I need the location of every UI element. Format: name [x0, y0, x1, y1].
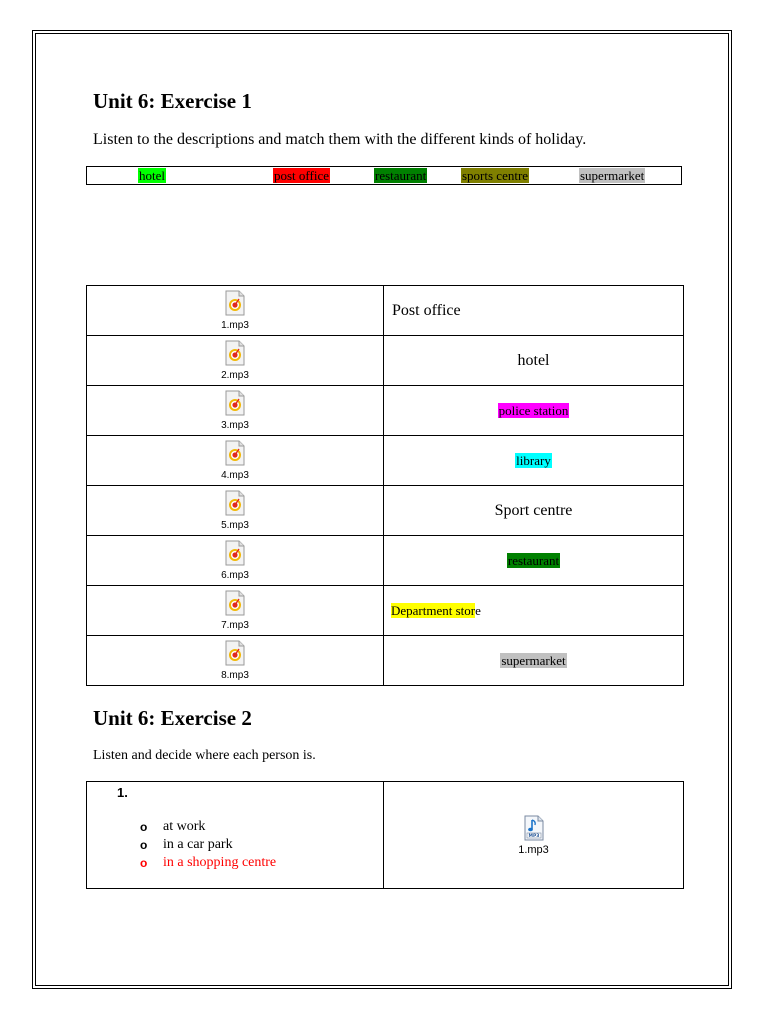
audio-cell	[87, 436, 384, 486]
audio-cell	[87, 336, 384, 386]
answer-text: hotel	[517, 351, 550, 369]
exercise1-instruction: Listen to the descriptions and match them with the different kinds of holiday.	[93, 131, 587, 148]
question-number: 1.	[117, 785, 128, 800]
audio-file-label: 7.mp3	[221, 620, 249, 631]
audio-cell	[87, 536, 384, 586]
audio-file-icon[interactable]	[224, 390, 246, 416]
bullet-icon: o	[140, 856, 148, 870]
answer-text: supermarket	[501, 652, 566, 668]
audio-file-label: 3.mp3	[221, 420, 249, 431]
audio-file-label: 8.mp3	[221, 670, 249, 681]
word-bank	[86, 166, 682, 185]
answer-text: police station	[498, 402, 569, 418]
audio-cell	[87, 286, 384, 336]
question-row	[87, 782, 684, 889]
svg-text:MP3: MP3	[528, 833, 539, 839]
mp3-file-icon[interactable]	[522, 815, 546, 841]
audio-cell	[87, 386, 384, 436]
audio-cell	[87, 636, 384, 686]
word-bank-post-office: post office	[274, 168, 329, 183]
matching-row	[87, 436, 684, 486]
matching-row	[87, 586, 684, 636]
audio-file-label: 4.mp3	[221, 470, 249, 481]
audio-file-icon[interactable]	[224, 640, 246, 666]
audio-cell	[87, 586, 384, 636]
question-cell	[87, 782, 384, 889]
audio-file-icon[interactable]	[224, 440, 246, 466]
audio-cell	[87, 486, 384, 536]
matching-table	[86, 285, 684, 686]
word-bank-restaurant: restaurant	[375, 168, 427, 183]
audio-file-icon[interactable]	[224, 340, 246, 366]
answer-text-highlight: Department stor	[391, 602, 476, 618]
option-car-park[interactable]: o in a car park	[140, 837, 233, 852]
matching-row	[87, 636, 684, 686]
word-bank-hotel: hotel	[139, 168, 165, 183]
answer-cell	[384, 536, 684, 586]
answer-cell	[384, 386, 684, 436]
audio-file-label: 6.mp3	[221, 570, 249, 581]
matching-row	[87, 486, 684, 536]
exercise2-instruction: Listen and decide where each person is.	[93, 748, 316, 763]
answer-text: Post office	[392, 301, 461, 319]
audio-cell	[384, 782, 684, 889]
option-list	[87, 818, 383, 872]
option-at-work[interactable]: o at work	[140, 819, 206, 834]
answer-cell	[384, 636, 684, 686]
audio-file-label: 2.mp3	[221, 370, 249, 381]
matching-row	[87, 386, 684, 436]
audio-file-icon[interactable]	[224, 290, 246, 316]
audio-file-label: 1.mp3	[221, 320, 249, 331]
bullet-icon: o	[140, 838, 148, 852]
exercise1-title: Unit 6: Exercise 1	[93, 89, 252, 113]
answer-text: restaurant	[507, 552, 560, 568]
matching-row	[87, 536, 684, 586]
answer-text: Sport centre	[494, 501, 573, 519]
answer-cell	[384, 286, 684, 336]
option-shopping-centre[interactable]: o in a shopping centre	[140, 855, 277, 870]
exercise2-title: Unit 6: Exercise 2	[93, 706, 252, 730]
exercise2-table	[86, 781, 684, 889]
matching-row	[87, 286, 684, 336]
answer-cell	[384, 586, 684, 636]
word-bank-supermarket: supermarket	[580, 168, 645, 183]
answer-cell	[384, 486, 684, 536]
matching-row	[87, 336, 684, 386]
audio-file-icon[interactable]	[224, 540, 246, 566]
audio-file-icon[interactable]	[224, 490, 246, 516]
answer-cell	[384, 436, 684, 486]
audio-file-label: 5.mp3	[221, 520, 249, 531]
answer-cell	[384, 336, 684, 386]
mp3-file-label: 1.mp3	[518, 843, 549, 856]
answer-text: library	[516, 452, 551, 468]
word-bank-sports-centre: sports centre	[462, 168, 529, 183]
audio-file-icon[interactable]	[224, 590, 246, 616]
bullet-icon: o	[140, 820, 148, 834]
answer-text-rest: e	[475, 602, 481, 618]
